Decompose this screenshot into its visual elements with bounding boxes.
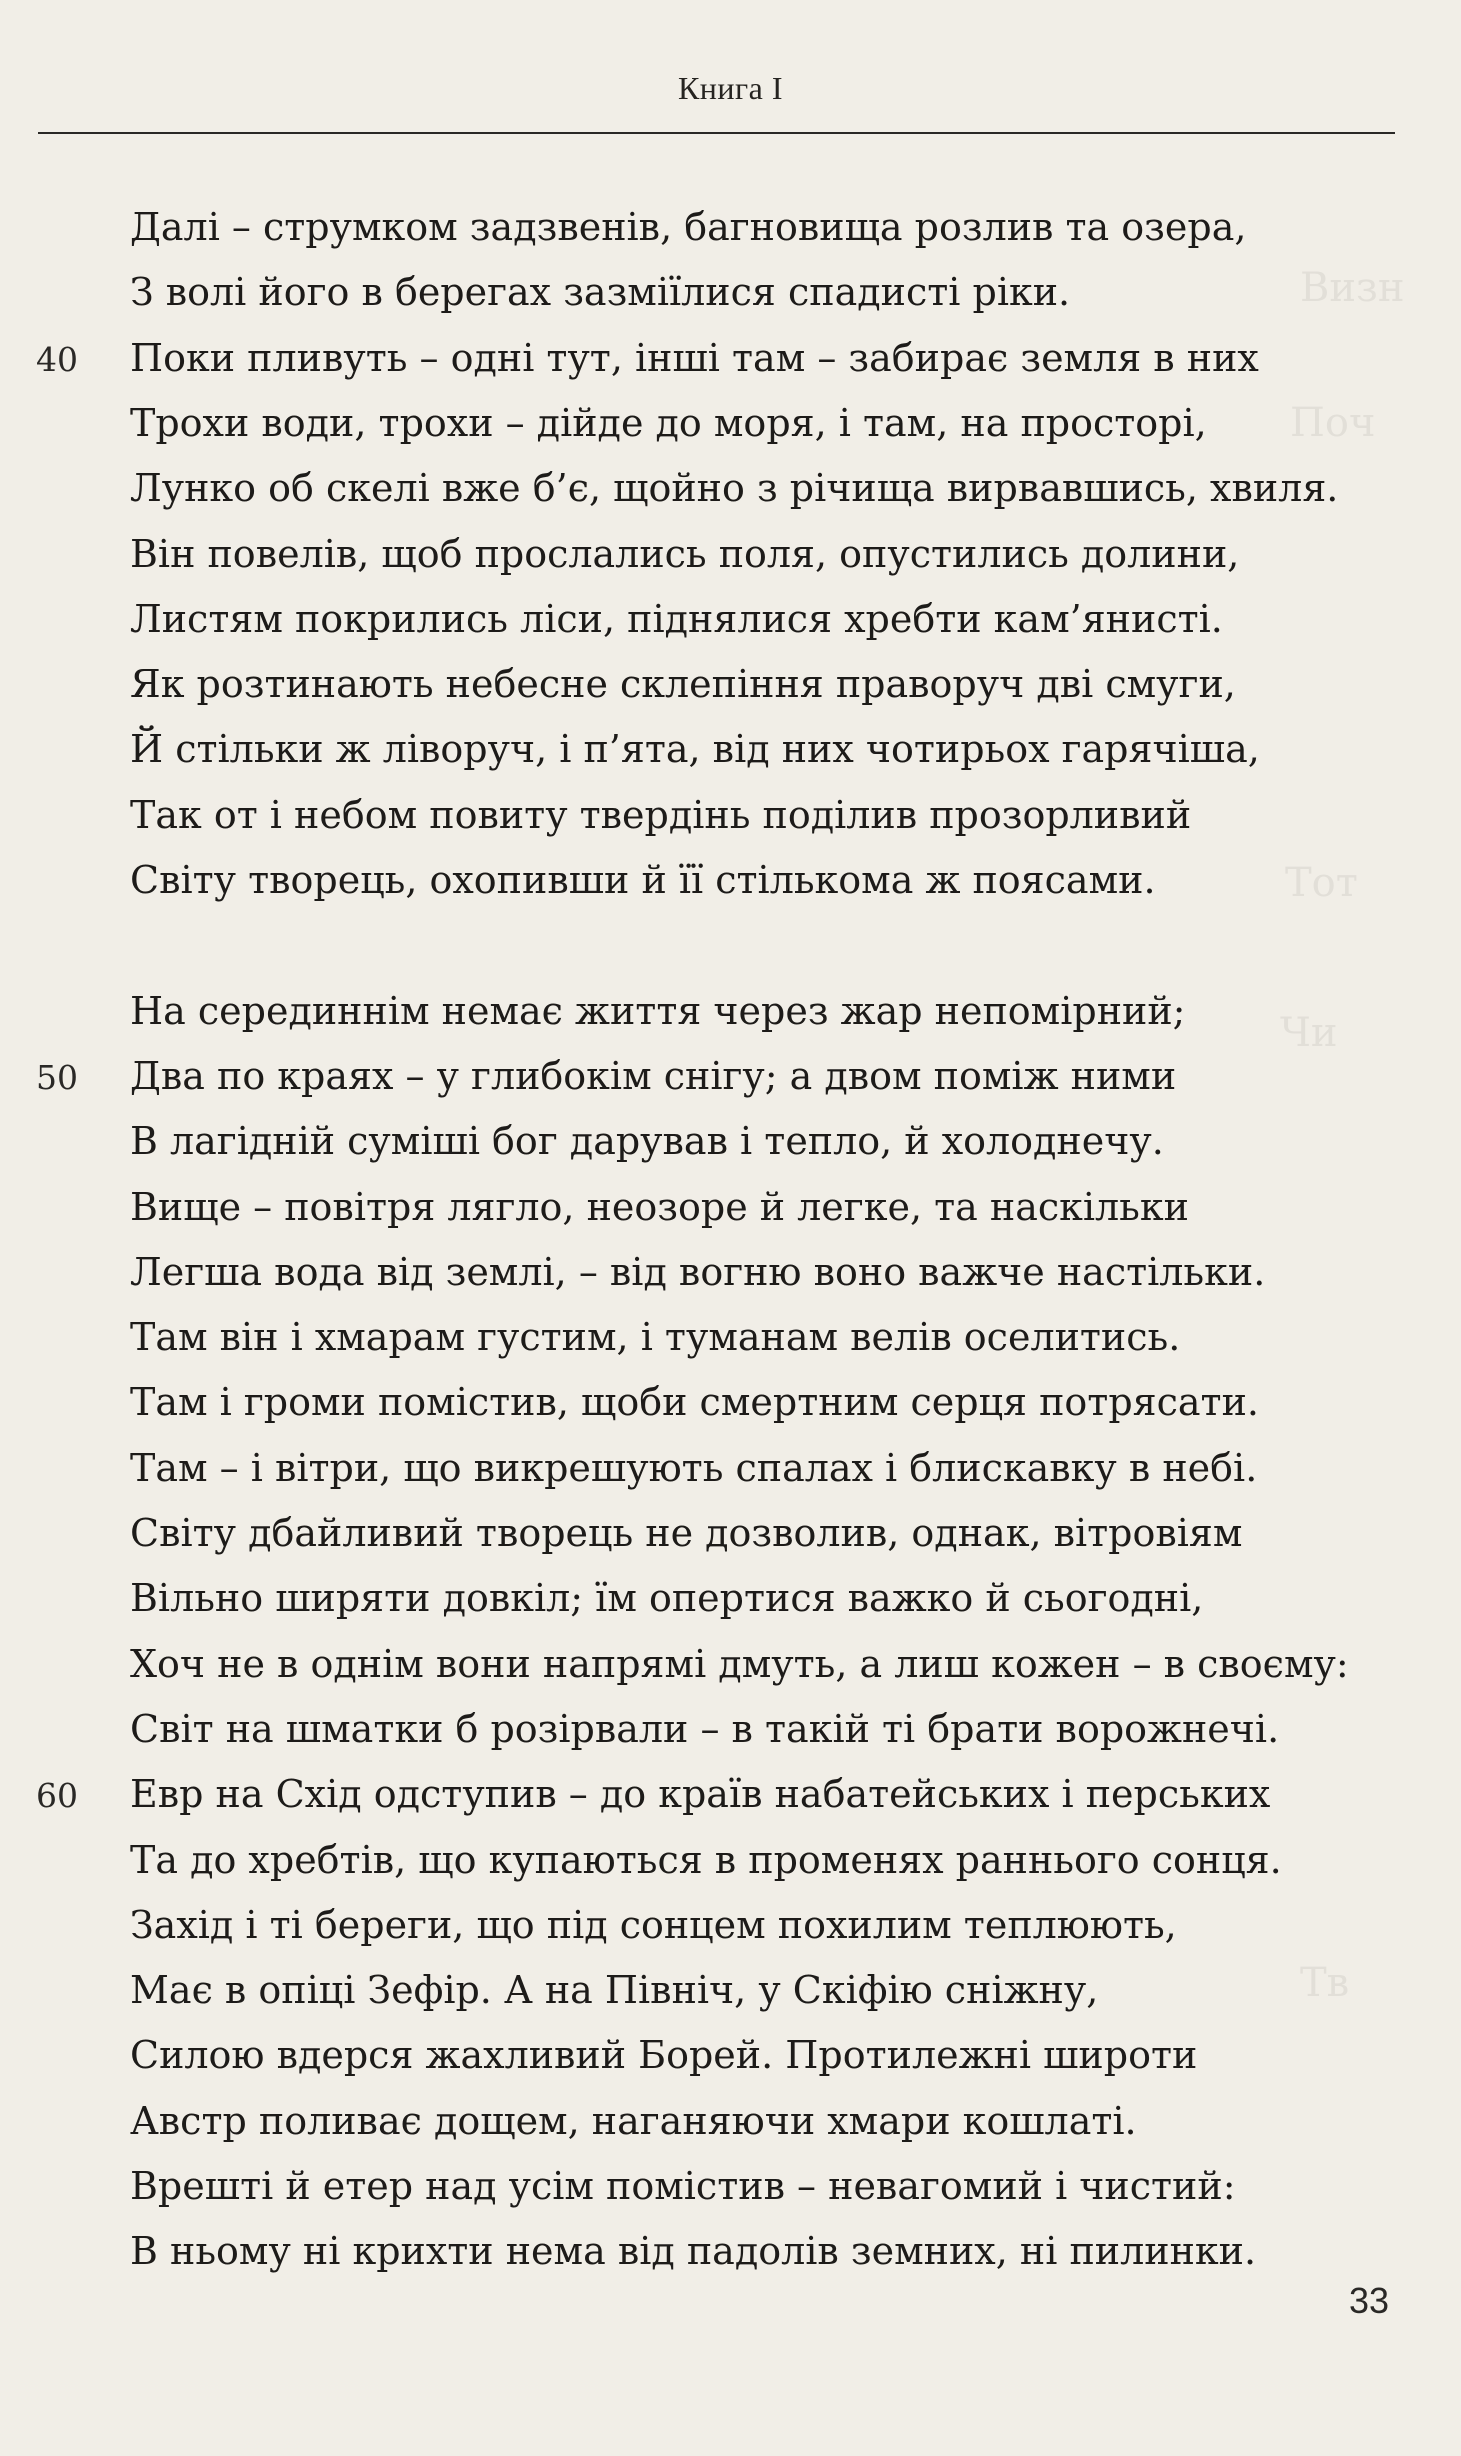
verse-line: На серединнім немає життя через жар непомірний; [130, 988, 1186, 1033]
header-rule [38, 132, 1395, 134]
verse-line: Листям покрились ліси, піднялися хребти кам’янисті. [130, 596, 1223, 641]
line-number: 50 [36, 1057, 78, 1097]
verse-line: Так от і небом повиту твердінь поділив прозорливий [130, 792, 1192, 837]
verse-line: Вільно ширяти довкіл; їм опертися важко й сьогодні, [130, 1576, 1204, 1621]
line-number: 60 [36, 1776, 78, 1816]
verse-line: Поки пливуть – одні тут, інші там – забирає земля в них [130, 335, 1259, 380]
verse-line: Захід і ті береги, що під сонцем похилим теплюють, [130, 1902, 1177, 1947]
verse-line: Евр на Схід одступив – до країв набатейських і перських [130, 1772, 1271, 1817]
verse-line: Там і громи помістив, щоби смертним серця потрясати. [130, 1380, 1259, 1425]
page-number: 33 [1348, 2280, 1389, 2321]
show-through-text: Поч [1290, 400, 1376, 446]
verse-line: Силою вдерся жахливий Борей. Протилежні широти [130, 2033, 1198, 2078]
verse-line: Й стільки ж ліворуч, і п’ята, від них чотирьох гарячіша, [130, 727, 1260, 772]
verse-line: Там він і хмарам густим, і туманам велів оселитись. [130, 1315, 1181, 1360]
verse-line: Легша вода від землі, – від вогню воно важче настільки. [130, 1249, 1266, 1294]
verse-line: Він повелів, щоб прослались поля, опустились долини, [130, 531, 1240, 576]
verse-line: З волі його в берегах зазміїлися спадисті ріки. [130, 270, 1071, 315]
verse-line: Як розтинають небесне склепіння праворуч дві смуги, [130, 662, 1236, 707]
verse-line: Врешті й етер над усім помістив – невагомий і чистий: [130, 2164, 1236, 2208]
verse-line: Австр поливає дощем, наганяючи хмари кошлаті. [130, 2098, 1137, 2143]
verse-line: Там – і вітри, що викрешують спалах і блискавку в небі. [130, 1445, 1258, 1490]
show-through-text: Визн [1300, 265, 1405, 311]
show-through-text: Тв [1300, 1960, 1350, 2006]
show-through-text: Чи [1280, 1010, 1338, 1056]
verse-line: Трохи води, трохи – дійде до моря, і там, на просторі, [130, 400, 1207, 445]
verse-line: Світу дбайливий творець не дозволив, однак, вітровіям [130, 1511, 1243, 1555]
verse-line: Світ на шматки б розірвали – в такій ті брати ворожнечі. [130, 1706, 1280, 1751]
verse-line: Має в опіці Зефір. А на Північ, у Скіфію сніжну, [130, 1968, 1099, 2013]
line-number: 40 [36, 339, 78, 379]
verse-line: Вище – повітря лягло, неозоре й легке, та наскільки [130, 1184, 1189, 1229]
verse-line: Хоч не в однім вони напрямі дмуть, а лиш кожен – в своєму: [130, 1641, 1349, 1686]
running-head: Книга I [677, 70, 784, 106]
verse-line: В лагідній суміші бог дарував і тепло, й холоднечу. [130, 1119, 1164, 1164]
verse-line: Далі – струмком задзвенів, багновища розлив та озера, [130, 205, 1247, 249]
verse-line: Світу творець, охопивши й її стількома ж поясами. [130, 858, 1156, 902]
verse-line: В ньому ні крихти нема від падолів земних, ні пилинки. [130, 2229, 1257, 2274]
verse-line: Лунко об скелі вже б’є, щойно з річища вирвавшись, хвиля. [130, 466, 1339, 511]
verse-line: Два по краях – у глибокім снігу; а двом поміж ними [130, 1053, 1177, 1098]
show-through-text: Тот [1285, 860, 1358, 906]
verse-line: Та до хребтів, що купаються в променях раннього сонця. [130, 1837, 1282, 1882]
